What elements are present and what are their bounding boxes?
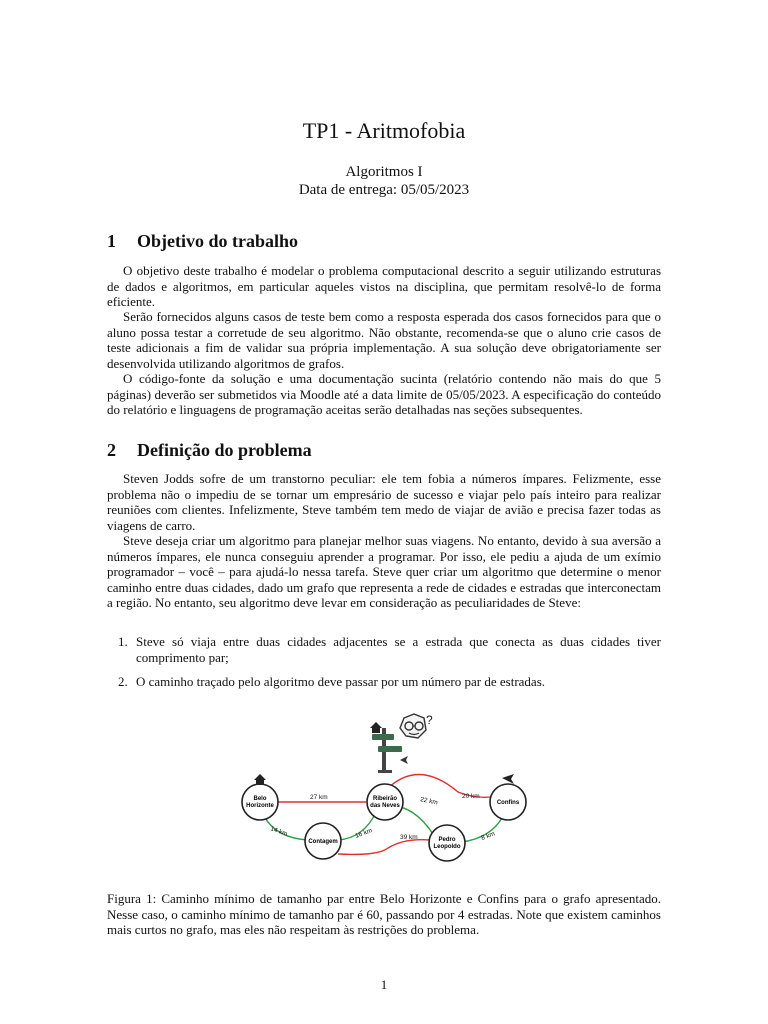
node-label: Ribeirão <box>372 796 398 802</box>
paragraph: O objetivo deste trabalho é modelar o problema computacional descrito a seguir utilizando estruturas de dados e algoritmos, em particular aqueles vistos na disciplina, que permitam resolvê-lo de forma eficiente. <box>107 263 661 310</box>
airplane-icon <box>502 774 514 784</box>
list-item-text: O caminho traçado pelo algoritmo deve passar por um número par de estradas. <box>136 674 545 689</box>
list-item <box>107 634 661 665</box>
node-belo-horizonte <box>242 784 278 820</box>
section-heading-definicao <box>107 440 312 461</box>
constraint-list <box>107 674 661 690</box>
list-item-text: Steve só viaja entre duas cidades adjacentes se a estrada que conecta as duas cidades tiver comprimento par; <box>136 634 661 665</box>
edge-contagem-pedro <box>338 840 430 855</box>
home-icon <box>254 774 266 785</box>
section-title: Objetivo do trabalho <box>137 231 299 251</box>
edge-label: 22 km <box>419 796 439 807</box>
edge-label: 27 km <box>310 794 328 801</box>
question-mark-icon: ? <box>426 713 433 727</box>
node-confins <box>490 784 526 820</box>
edge-ribeirao-confins-red <box>386 774 498 797</box>
paragraph: Steven Jodds sofre de um transtorno peculiar: ele tem fobia a números ímpares. Felizmente, esse problema não o impediu de se tornar um empresário de sucesso e viajar pelo país inteiro para realizar reuniões com clientes. Infelizmente, Steve também tem medo de viajar de avião e precisa fazer todas as viagens de carro. <box>107 471 661 533</box>
paragraph: O código-fonte da solução e uma documentação sucinta (relatório contendo não mais do que 5 páginas) deverão ser submetidos via Moodle até a data limite de 05/05/2023. A especificação do conteúdo do relatório e linguagens de programação aceitas serão detalhadas nas seções subsequentes. <box>107 371 661 418</box>
node-contagem <box>305 823 341 859</box>
house-icon-small-base <box>372 728 380 733</box>
edge-label: 16 km <box>354 827 374 840</box>
paragraph: Steve deseja criar um algoritmo para planejar melhor suas viagens. No entanto, devido à sua aversão a números ímpares, ele nunca conseguiu aprender a programar. Por isso, ele pediu a ajuda de um exímio programador – você – para ajudá-lo nessa tarefa. Steve quer criar um algoritmo que determine o menor caminho entre duas cidades, dado um grafo que representa a rede de cidades e estradas que interconectam a região. No entanto, seu algoritmo deve levar em consideração as peculiaridades de Steve: <box>107 533 661 611</box>
list-item <box>107 674 661 690</box>
constraint-list <box>107 634 661 665</box>
graph-diagram <box>228 706 528 864</box>
edge-label: 8 km <box>480 830 496 842</box>
figure-caption: Figura 1: Caminho mínimo de tamanho par entre Belo Horizonte e Confins para o grafo apresentado. Nesse caso, o caminho mínimo de tamanho par é 60, passando por 4 estradas. Note que existem caminhos mais curtos no grafo, mas eles não respeitam às restrições do problema. <box>107 891 661 938</box>
node-label: Leopoldo <box>433 844 461 850</box>
page-number: 1 <box>380 977 388 992</box>
graph-figure <box>228 706 528 864</box>
signpost-base <box>378 770 392 773</box>
course-name: Algoritmos I <box>345 164 423 180</box>
due-date: Data de entrega: 05/05/2023 <box>298 182 470 198</box>
node-ribeirao-das-neves <box>367 784 403 820</box>
node-label: Horizonte <box>246 803 274 809</box>
thinking-robot-icon <box>400 714 426 738</box>
document-title: TP1 - Aritmofobia <box>302 118 466 143</box>
node-label: Pedro <box>438 837 456 843</box>
section-number: 2 <box>107 440 116 460</box>
plane-icon-small <box>400 756 408 764</box>
node-label: Belo <box>253 796 267 802</box>
paragraph: Serão fornecidos alguns casos de teste bem como a resposta esperada dos casos fornecidos para que o aluno possa testar a corretude de seu algoritmo. Não obstante, recomenda-se que o aluno crie casos de teste adicionais a fim de validar sua própria implementação. A sua solução deve obrigatoriamente ser desenvolvida utilizando algoritmos de grafos. <box>107 309 661 371</box>
edge-label: 20 km <box>462 793 480 800</box>
signpost-sign-bottom <box>378 746 402 752</box>
edge-label: 14 km <box>269 825 289 838</box>
node-label: Confins <box>496 800 520 806</box>
section-heading-objetivo <box>107 231 298 252</box>
node-label: das Neves <box>370 803 400 809</box>
signpost-sign-top <box>372 734 394 740</box>
list-marker: 1. <box>118 634 128 649</box>
edge-label: 39 km <box>400 834 418 841</box>
node-pedro-leopoldo <box>429 825 465 861</box>
section-number: 1 <box>107 231 116 251</box>
node-label: Contagem <box>308 839 338 845</box>
house-icon-small <box>370 722 382 728</box>
section-title: Definição do problema <box>137 440 312 460</box>
list-marker: 2. <box>118 674 128 689</box>
